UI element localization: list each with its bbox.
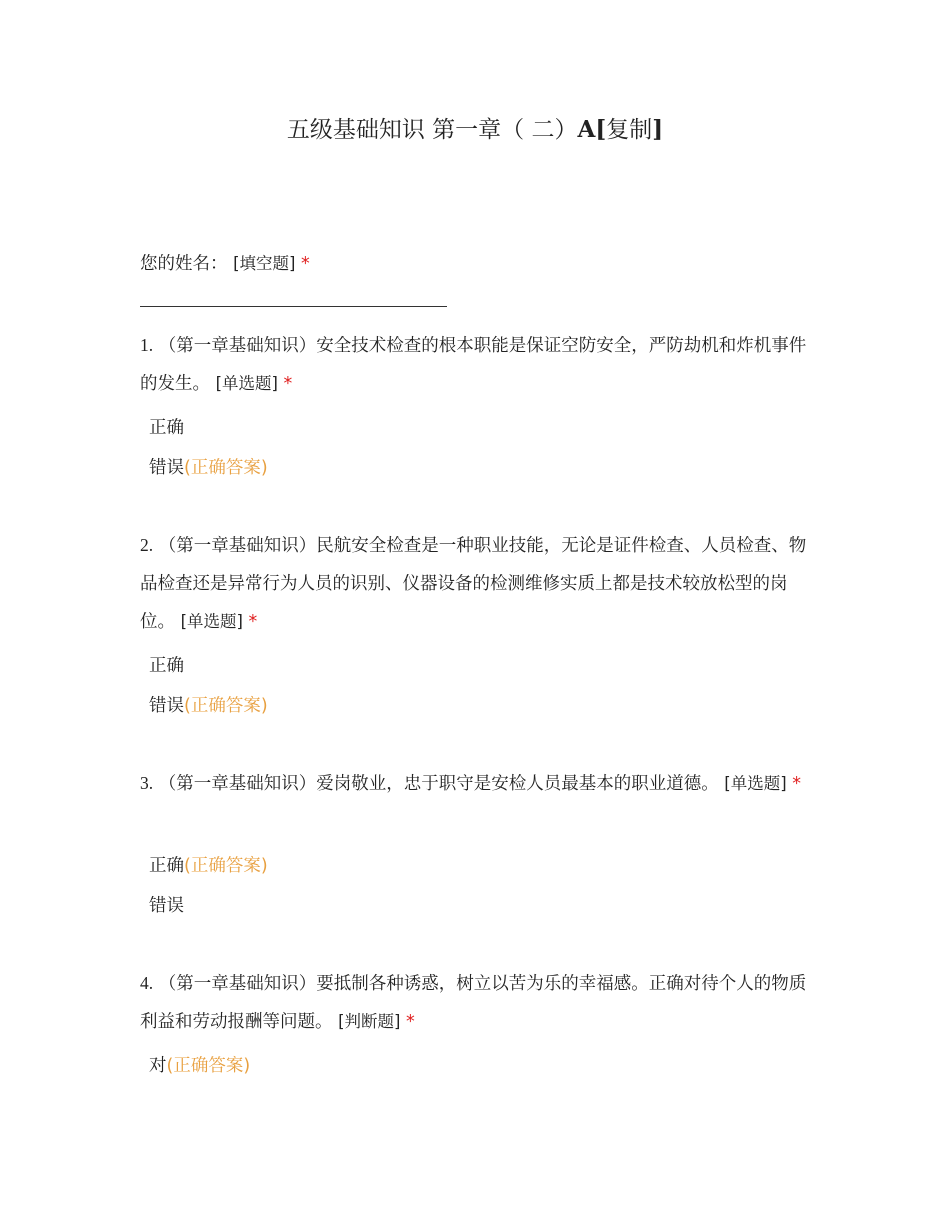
question-text: （第一章基础知识）民航安全检查是一种职业技能，无论是证件检查、人员检查、物品检查还是异常行为人员的识别、仪器设备的检测维修实质上都是技术较放松型的岗位。 [140,536,807,632]
required-mark: * [301,254,310,274]
option-q1-2[interactable]: 错误(正确答案) [149,458,268,478]
option-q1-1[interactable]: 正确 [149,418,184,438]
correct-answer-tag: (正确答案) [184,696,268,716]
title-suffix-b: ] [652,116,664,143]
correct-answer-tag: (正确答案) [184,856,268,876]
title-suffix-a: A[ [577,116,607,143]
correct-answer-tag: (正确答案) [166,1056,251,1076]
option-q3-1[interactable]: 正确(正确答案) [149,856,268,876]
option-q2-1[interactable]: 正确 [149,656,184,676]
question-4 [140,964,815,1041]
correct-answer-tag: (正确答案) [184,458,268,478]
required-mark: * [248,612,258,632]
question-type: [判断题] [338,1012,401,1031]
title-main: 五级基础知识 第一章（ 二） [286,117,578,143]
question-type: [单选题] [180,612,243,631]
question-number: 2. [140,535,154,555]
question-3 [140,764,815,803]
question-number: 3. [140,773,154,793]
title-suffix-text: 复制 [606,117,653,143]
question-text: （第一章基础知识）要抵制各种诱惑，树立以苦为乐的幸福感。正确对待个人的物质利益和劳动报酬等问题。 [140,974,807,1032]
question-number: 4. [140,973,154,993]
required-mark: * [406,1012,415,1032]
required-mark: * [792,774,801,794]
name-input-line[interactable] [140,306,447,307]
option-q2-2[interactable]: 错误(正确答案) [149,696,268,716]
page-title [0,111,950,144]
question-2 [140,526,815,641]
required-mark: * [283,374,293,394]
question-number: 1. [140,335,154,355]
option-q4-1[interactable]: 对(正确答案) [149,1056,251,1076]
question-type: [单选题] [215,374,278,393]
question-text: （第一章基础知识）安全技术检查的根本职能是保证空防安全，严防劫机和炸机事件的发生。 [140,336,807,394]
question-type: [单选题] [724,774,787,793]
question-text: （第一章基础知识）爱岗敬业，忠于职守是安检人员最基本的职业道德。 [158,774,719,794]
name-field-label: 您的姓名： [填空题] * [140,254,310,274]
question-type: [填空题] [233,254,296,273]
question-1 [140,326,815,403]
option-q3-2[interactable]: 错误 [149,896,184,916]
